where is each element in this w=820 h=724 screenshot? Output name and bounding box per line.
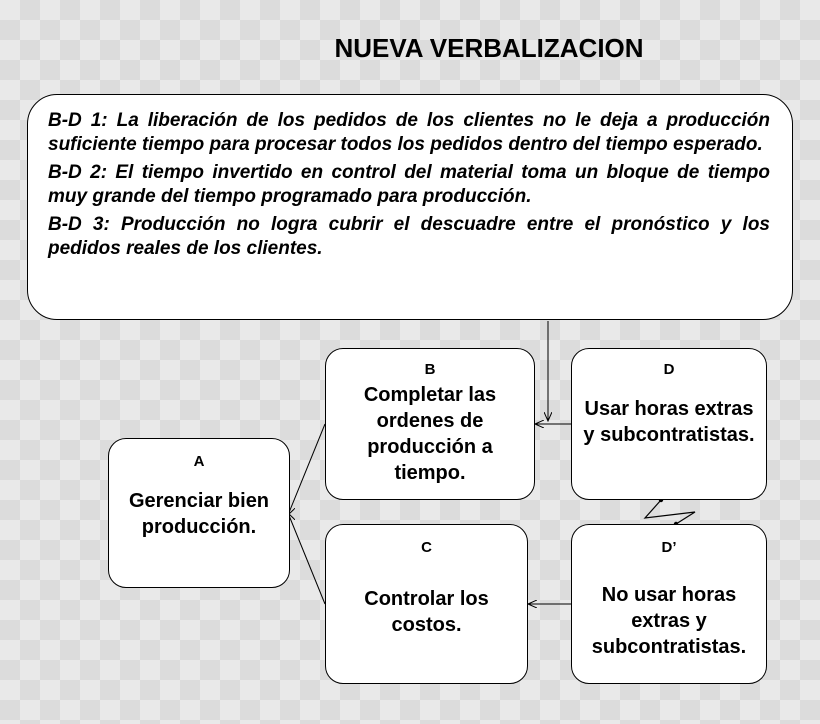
arrow-b-to-a (288, 424, 325, 515)
arrow-c-to-a (288, 513, 325, 604)
box-a-text: Gerenciar bien producción. (128, 490, 270, 538)
box-b-letter: B (424, 361, 436, 378)
bd1-text: B-D 1: La liberación de los pedidos de los clientes no le deja a producción suficiente tiempo para procesar todos los pedidos dentro del tiempo esperado. (48, 110, 770, 155)
box-a (108, 438, 290, 588)
box-a-letter: A (193, 453, 205, 470)
box-b (325, 348, 535, 500)
box-d-text: Usar horas extras y subcontratistas. (583, 398, 755, 446)
bd3-text: B-D 3: Producción no logra cubrir el descuadre entre el pronóstico y los pedidos reales de los clientes. (48, 214, 770, 259)
box-d-letter: D (663, 361, 675, 378)
bd2-text: B-D 2: El tiempo invertido en control del material toma un bloque de tiempo muy grande del tiempo programado para producción. (48, 162, 770, 207)
conflict-zigzag (645, 500, 695, 524)
box-c-text: Controlar los costos. (364, 588, 489, 636)
box-d-prime-letter: D’ (661, 539, 677, 556)
box-d-prime-text: No usar horas extras y subcontratistas. (591, 584, 747, 658)
page-title: NUEVA VERBALIZACION (334, 33, 644, 63)
box-d-prime (571, 524, 767, 684)
box-d (571, 348, 767, 500)
box-c (325, 524, 528, 684)
box-b-text: Completar las ordenes de producción a tiempo. (363, 384, 497, 484)
box-c-letter: C (421, 539, 432, 556)
